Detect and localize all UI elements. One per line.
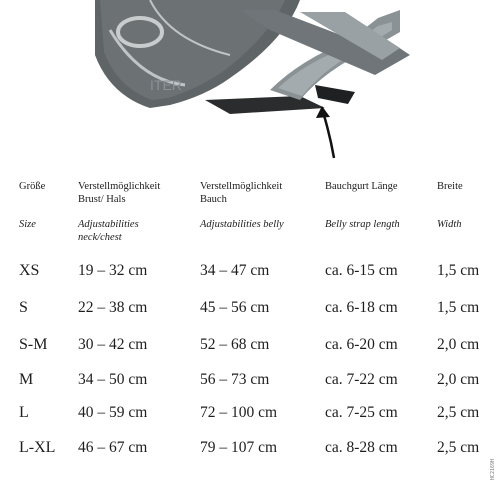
header-neck-de-line1: Verstellmöglichkeit — [78, 181, 161, 192]
brand-mark: ITER — [150, 77, 182, 93]
neck-cell: 22 – 38 cm — [78, 299, 148, 316]
size-cell: XS — [19, 262, 40, 279]
belly-cell: 45 – 56 cm — [200, 299, 270, 316]
belly-cell: 56 – 73 cm — [200, 371, 270, 388]
strap-cell: ca. 6-20 cm — [325, 336, 398, 353]
width-cell: 2,0 cm — [437, 371, 480, 388]
header-neck-de-line2: Brust/ Hals — [78, 194, 126, 205]
header-neck-en-line1: Adjustabilities — [78, 219, 139, 230]
width-cell: 2,5 cm — [437, 439, 480, 456]
neck-cell: 34 – 50 cm — [78, 371, 148, 388]
header-neck-en-line2: neck/chest — [78, 232, 122, 243]
size-cell: S-M — [19, 336, 48, 353]
belly-cell: 34 – 47 cm — [200, 262, 270, 279]
header-strap-en: Belly strap length — [325, 219, 400, 230]
strap-cell: ca. 6-15 cm — [325, 262, 398, 279]
header-width-de: Breite — [437, 181, 463, 192]
width-cell: 1,5 cm — [437, 262, 480, 279]
size-cell: L-XL — [19, 439, 56, 456]
neck-cell: 40 – 59 cm — [78, 404, 148, 421]
header-belly-en: Adjustabilities belly — [200, 219, 284, 230]
header-belly-de — [200, 180, 282, 206]
strap-cell: ca. 8-28 cm — [325, 439, 398, 456]
size-cell: M — [19, 371, 34, 388]
product-code: HC2169H — [490, 458, 496, 480]
belly-cell: 52 – 68 cm — [200, 336, 270, 353]
belly-cell: 79 – 107 cm — [200, 439, 278, 456]
neck-cell: 19 – 32 cm — [78, 262, 148, 279]
header-neck-de — [78, 180, 160, 206]
header-width-en: Width — [437, 219, 462, 230]
size-cell: L — [19, 404, 29, 421]
header-neck-en — [78, 218, 139, 244]
belly-cell: 72 – 100 cm — [200, 404, 278, 421]
neck-cell: 30 – 42 cm — [78, 336, 148, 353]
strap-cell: ca. 6-18 cm — [325, 299, 398, 316]
neck-cell: 46 – 67 cm — [78, 439, 148, 456]
width-cell: 2,0 cm — [437, 336, 480, 353]
strap-cell: ca. 7-22 cm — [325, 371, 398, 388]
strap-cell: ca. 7-25 cm — [325, 404, 398, 421]
size-cell: S — [19, 299, 28, 316]
header-belly-de-line1: Verstellmöglichkeit — [200, 181, 283, 192]
width-cell: 1,5 cm — [437, 299, 480, 316]
header-strap-de: Bauchgurt Länge — [325, 181, 398, 192]
header-size-de: Größe — [19, 181, 46, 192]
header-belly-de-line2: Bauch — [200, 194, 227, 205]
width-cell: 2,5 cm — [437, 404, 480, 421]
header-size-en: Size — [19, 219, 36, 230]
